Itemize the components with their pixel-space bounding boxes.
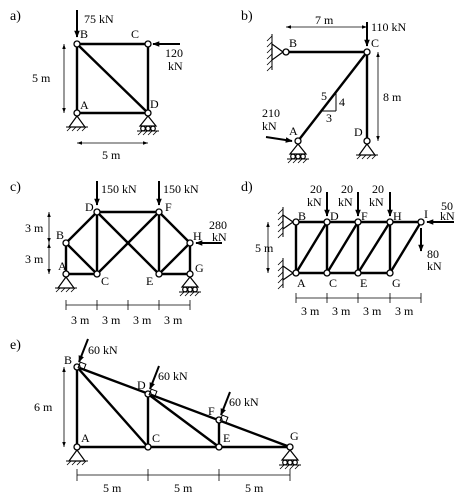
node-label-g: G: [392, 276, 401, 290]
dim-bottom-ticks: [296, 293, 421, 303]
node-label-i: I: [424, 207, 428, 221]
node-label-a: A: [289, 124, 298, 138]
node-label-g: G: [290, 429, 299, 443]
dim-width-label: 5 m: [102, 148, 121, 162]
roller-support-g: [279, 450, 301, 469]
node-label-f: F: [165, 200, 172, 214]
pin-support-d: [356, 144, 378, 159]
node-label-c: C: [152, 431, 161, 445]
load-label-a-value: 210: [262, 106, 280, 120]
node-label-b: B: [298, 209, 307, 223]
node-label-b: B: [64, 353, 73, 367]
panel-e: [10, 338, 301, 495]
panel-c: [10, 180, 227, 327]
node-label-a: A: [81, 431, 90, 445]
dim-height-label: 5 m: [255, 241, 274, 255]
node-label-h: H: [393, 209, 402, 223]
panel-d-members: [296, 222, 421, 273]
roller-support-a: [287, 144, 309, 163]
load-label-b: 60 kN: [88, 343, 118, 357]
pin-support-a: [66, 450, 88, 465]
node-label-e: E: [223, 431, 231, 445]
roller-support-g: [179, 277, 201, 296]
load-label-i-horizontal-unit: kN: [440, 209, 455, 223]
node-label-e: E: [146, 274, 154, 288]
node-label-d: D: [330, 209, 339, 223]
panel-b: [241, 9, 407, 163]
panel-a-label: a): [10, 9, 21, 24]
dim-bottom-2: 3 m: [332, 304, 351, 318]
load-label-f: 60 kN: [229, 395, 259, 409]
load-label-h-unit: kN: [369, 195, 384, 209]
load-label-d: 150 kN: [101, 182, 137, 196]
load-label-d: 60 kN: [158, 369, 188, 383]
dim-bottom-1: 5 m: [103, 481, 122, 495]
node-label-d: D: [150, 97, 159, 111]
wall-support-b: [267, 34, 283, 71]
load-label-c-unit: kN: [168, 59, 183, 73]
panel-e-label: e): [10, 338, 21, 353]
node-label-c: C: [371, 36, 380, 50]
slope-rise: 4: [339, 95, 345, 109]
load-label-c-value: 120: [165, 46, 183, 60]
node-label-h: H: [193, 229, 202, 243]
panel-b-label: b): [241, 9, 253, 24]
slope-hyp: 5: [321, 89, 327, 103]
load-label-f: 150 kN: [163, 182, 199, 196]
load-label-f-value: 20: [341, 182, 353, 196]
dim-bottom-4: 3 m: [395, 304, 414, 318]
slope-run: 3: [326, 111, 332, 125]
panel-a-supports: [66, 116, 159, 135]
node-label-c: C: [329, 276, 338, 290]
node-label-b: B: [289, 36, 298, 50]
pin-support-a: [55, 277, 77, 292]
node-label-a: A: [80, 98, 89, 112]
dim-bottom-ticks: [66, 300, 190, 310]
node-label-c: C: [101, 274, 110, 288]
load-label-h-unit: kN: [212, 230, 227, 244]
wall-support-b: [278, 207, 293, 238]
dim-bottom-3: 3 m: [133, 313, 152, 327]
pin-support-a: [66, 116, 88, 131]
dim-bottom-ticks: [77, 469, 290, 481]
node-label-d: D: [85, 200, 94, 214]
node-label-f: F: [361, 209, 368, 223]
node-label-b: B: [80, 27, 89, 41]
load-label-i-horizontal-value: 50: [441, 199, 453, 213]
panel-d-label: d): [241, 180, 253, 195]
dim-upper-label: 3 m: [25, 221, 44, 235]
dim-bottom-2: 5 m: [174, 481, 193, 495]
node-label-d: D: [137, 378, 146, 392]
dim-bottom-2: 3 m: [102, 313, 121, 327]
load-label-h-value: 20: [372, 182, 384, 196]
load-label-i-vertical-unit: kN: [427, 259, 442, 273]
node-label-d: D: [354, 125, 363, 139]
load-label-f-unit: kN: [338, 195, 353, 209]
node-label-g: G: [195, 261, 204, 275]
node-label-c: C: [131, 27, 140, 41]
dim-bottom-3: 3 m: [363, 304, 382, 318]
load-label-b: 75 kN: [84, 12, 114, 26]
dim-height-label: 5 m: [32, 71, 51, 85]
node-label-a: A: [58, 259, 67, 273]
node-label-e: E: [360, 276, 368, 290]
load-label-a-unit: kN: [262, 119, 277, 133]
dim-bottom-1: 3 m: [71, 313, 90, 327]
dim-height-label: 6 m: [34, 400, 53, 414]
load-label-d-value: 20: [310, 182, 322, 196]
roller-support-d: [137, 116, 159, 135]
dim-lower-label: 3 m: [25, 252, 44, 266]
panel-c-members: [66, 212, 190, 274]
node-label-b: B: [56, 228, 65, 242]
load-label-h-value: 280: [209, 218, 227, 232]
dim-top-label: 7 m: [315, 13, 334, 27]
dim-bottom-3: 5 m: [245, 481, 264, 495]
load-label-c: 110 kN: [371, 20, 407, 34]
node-label-f: F: [208, 404, 215, 418]
load-arrow-b: [79, 339, 88, 362]
load-label-d-unit: kN: [307, 195, 322, 209]
load-label-i-vertical-value: 80: [427, 247, 439, 261]
dim-bottom-4: 3 m: [164, 313, 183, 327]
panel-a: [10, 9, 183, 162]
panel-d: [241, 180, 455, 318]
dim-bottom-1: 3 m: [301, 304, 320, 318]
panel-c-label: c): [10, 180, 21, 195]
dim-right-label: 8 m: [383, 90, 402, 104]
node-label-a: A: [297, 276, 306, 290]
wall-support-a: [278, 258, 293, 289]
